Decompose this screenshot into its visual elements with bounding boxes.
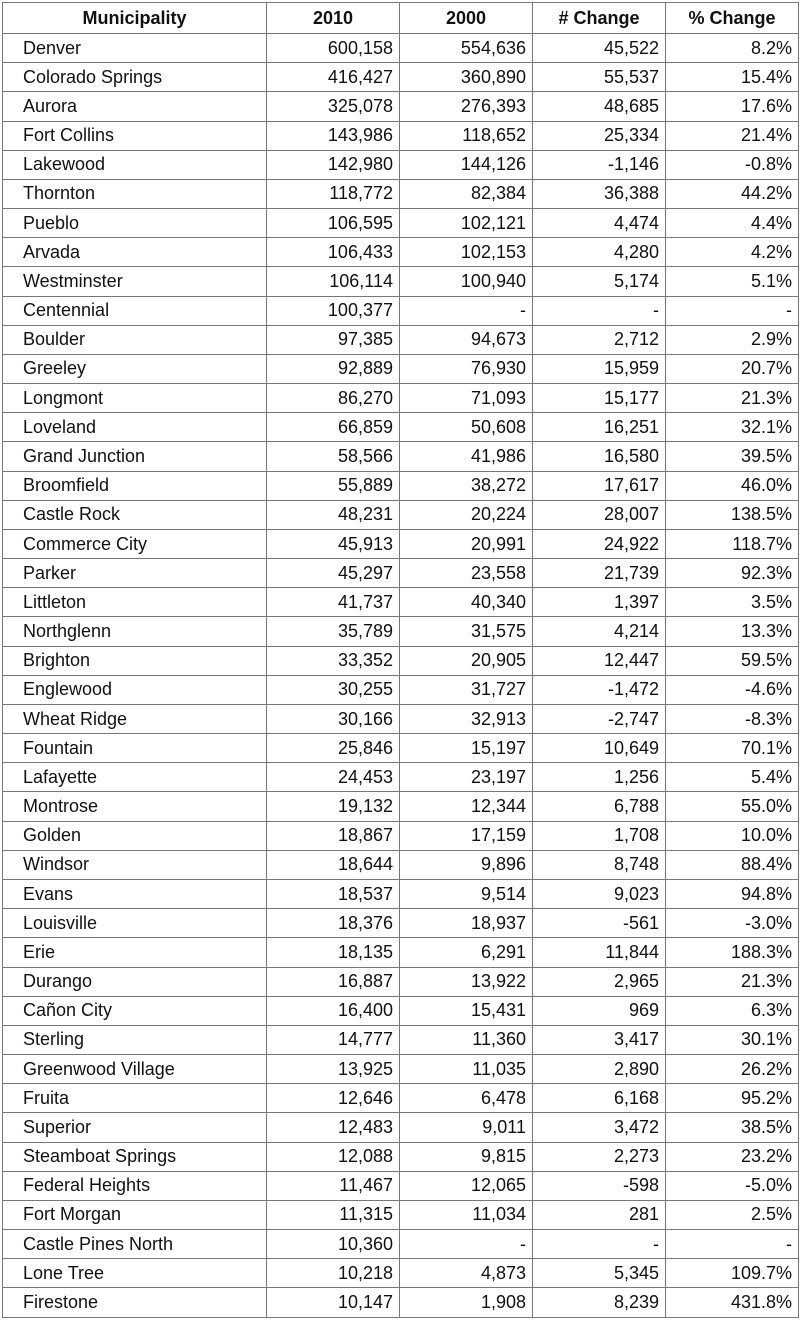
number-change-cell: 15,959 <box>533 354 666 383</box>
pop-2000-cell: 20,224 <box>400 500 533 529</box>
pop-2010-cell: 48,231 <box>267 500 400 529</box>
pop-2000-cell: 32,913 <box>400 704 533 733</box>
pop-2000-cell: 94,673 <box>400 325 533 354</box>
pop-2000-cell: 4,873 <box>400 1259 533 1288</box>
pop-2000-cell: 12,065 <box>400 1171 533 1200</box>
percent-change-cell: 3.5% <box>666 588 799 617</box>
table-row <box>3 121 799 150</box>
table-row <box>3 1230 799 1259</box>
municipality-cell: Federal Heights <box>3 1171 267 1200</box>
table-row <box>3 471 799 500</box>
percent-change-cell: 95.2% <box>666 1084 799 1113</box>
table-row <box>3 238 799 267</box>
municipality-cell: Castle Pines North <box>3 1230 267 1259</box>
pop-2000-cell: 40,340 <box>400 588 533 617</box>
number-change-cell: 3,472 <box>533 1113 666 1142</box>
percent-change-cell: 21.3% <box>666 967 799 996</box>
table-row <box>3 1200 799 1229</box>
pop-2000-cell: 102,121 <box>400 209 533 238</box>
municipality-cell: Durango <box>3 967 267 996</box>
number-change-cell: 16,580 <box>533 442 666 471</box>
pop-2010-cell: 10,218 <box>267 1259 400 1288</box>
pop-2010-cell: 11,315 <box>267 1200 400 1229</box>
pop-2010-cell: 16,887 <box>267 967 400 996</box>
pop-2000-cell: 6,478 <box>400 1084 533 1113</box>
percent-change-cell: 8.2% <box>666 34 799 63</box>
pop-2010-cell: 24,453 <box>267 763 400 792</box>
percent-change-cell: 188.3% <box>666 938 799 967</box>
percent-change-cell: 15.4% <box>666 63 799 92</box>
pop-2000-cell: 76,930 <box>400 354 533 383</box>
number-change-cell: -561 <box>533 909 666 938</box>
percent-change-cell: 32.1% <box>666 413 799 442</box>
percent-change-cell: 431.8% <box>666 1288 799 1317</box>
municipality-cell: Fort Collins <box>3 121 267 150</box>
table-row <box>3 529 799 558</box>
pop-2000-cell: 50,608 <box>400 413 533 442</box>
pop-2010-cell: 92,889 <box>267 354 400 383</box>
pop-2000-cell: 82,384 <box>400 179 533 208</box>
pop-2010-cell: 18,537 <box>267 879 400 908</box>
municipality-cell: Sterling <box>3 1025 267 1054</box>
pop-2000-cell: 144,126 <box>400 150 533 179</box>
pop-2000-cell: - <box>400 296 533 325</box>
number-change-cell: 281 <box>533 1200 666 1229</box>
percent-change-cell: -0.8% <box>666 150 799 179</box>
pop-2000-cell: 9,896 <box>400 850 533 879</box>
municipality-cell: Aurora <box>3 92 267 121</box>
number-change-cell: 48,685 <box>533 92 666 121</box>
municipality-cell: Castle Rock <box>3 500 267 529</box>
municipality-cell: Steamboat Springs <box>3 1142 267 1171</box>
percent-change-cell: 6.3% <box>666 996 799 1025</box>
table-row <box>3 325 799 354</box>
pop-2010-cell: 58,566 <box>267 442 400 471</box>
pop-2010-cell: 45,913 <box>267 529 400 558</box>
percent-change-cell: 21.3% <box>666 384 799 413</box>
pop-2000-cell: 11,360 <box>400 1025 533 1054</box>
percent-change-cell: 39.5% <box>666 442 799 471</box>
percent-change-cell: -5.0% <box>666 1171 799 1200</box>
percent-change-cell: 4.2% <box>666 238 799 267</box>
percent-change-cell: 59.5% <box>666 646 799 675</box>
table-row <box>3 763 799 792</box>
pop-2010-cell: 142,980 <box>267 150 400 179</box>
pop-2000-cell: 23,197 <box>400 763 533 792</box>
percent-change-cell: -3.0% <box>666 909 799 938</box>
pop-2010-cell: 325,078 <box>267 92 400 121</box>
number-change-cell: 5,174 <box>533 267 666 296</box>
municipality-cell: Erie <box>3 938 267 967</box>
number-change-cell: 3,417 <box>533 1025 666 1054</box>
number-change-cell: 16,251 <box>533 413 666 442</box>
pop-2010-cell: 10,360 <box>267 1230 400 1259</box>
pop-2000-cell: 102,153 <box>400 238 533 267</box>
pop-2000-cell: 15,431 <box>400 996 533 1025</box>
column-header-percent-change: % Change <box>666 3 799 34</box>
percent-change-cell: 94.8% <box>666 879 799 908</box>
percent-change-cell: 23.2% <box>666 1142 799 1171</box>
pop-2010-cell: 18,644 <box>267 850 400 879</box>
table-row <box>3 909 799 938</box>
pop-2010-cell: 11,467 <box>267 1171 400 1200</box>
pop-2000-cell: 23,558 <box>400 559 533 588</box>
number-change-cell: 1,397 <box>533 588 666 617</box>
number-change-cell: 45,522 <box>533 34 666 63</box>
percent-change-cell: - <box>666 296 799 325</box>
pop-2000-cell: 11,034 <box>400 1200 533 1229</box>
municipality-cell: Fruita <box>3 1084 267 1113</box>
pop-2010-cell: 41,737 <box>267 588 400 617</box>
percent-change-cell: 2.5% <box>666 1200 799 1229</box>
percent-change-cell: 4.4% <box>666 209 799 238</box>
column-header-number-change: # Change <box>533 3 666 34</box>
number-change-cell: 4,280 <box>533 238 666 267</box>
table-body <box>3 34 799 1318</box>
pop-2010-cell: 30,255 <box>267 675 400 704</box>
municipality-cell: Westminster <box>3 267 267 296</box>
pop-2000-cell: 13,922 <box>400 967 533 996</box>
percent-change-cell: 138.5% <box>666 500 799 529</box>
number-change-cell: 25,334 <box>533 121 666 150</box>
municipality-cell: Superior <box>3 1113 267 1142</box>
table-row <box>3 267 799 296</box>
percent-change-cell: 55.0% <box>666 792 799 821</box>
pop-2010-cell: 33,352 <box>267 646 400 675</box>
number-change-cell: 4,214 <box>533 617 666 646</box>
municipality-cell: Cañon City <box>3 996 267 1025</box>
number-change-cell: -598 <box>533 1171 666 1200</box>
pop-2000-cell: 38,272 <box>400 471 533 500</box>
percent-change-cell: 13.3% <box>666 617 799 646</box>
pop-2010-cell: 106,595 <box>267 209 400 238</box>
table-row <box>3 63 799 92</box>
table-row <box>3 1171 799 1200</box>
number-change-cell: 10,649 <box>533 734 666 763</box>
percent-change-cell: -4.6% <box>666 675 799 704</box>
table-row <box>3 967 799 996</box>
municipality-cell: Arvada <box>3 238 267 267</box>
municipality-cell: Englewood <box>3 675 267 704</box>
municipality-cell: Windsor <box>3 850 267 879</box>
pop-2000-cell: 20,991 <box>400 529 533 558</box>
pop-2010-cell: 12,646 <box>267 1084 400 1113</box>
table-row <box>3 442 799 471</box>
number-change-cell: 55,537 <box>533 63 666 92</box>
municipality-cell: Louisville <box>3 909 267 938</box>
number-change-cell: - <box>533 296 666 325</box>
municipality-cell: Wheat Ridge <box>3 704 267 733</box>
number-change-cell: 11,844 <box>533 938 666 967</box>
pop-2010-cell: 106,433 <box>267 238 400 267</box>
pop-2000-cell: 41,986 <box>400 442 533 471</box>
pop-2000-cell: 11,035 <box>400 1055 533 1084</box>
municipality-cell: Broomfield <box>3 471 267 500</box>
pop-2010-cell: 25,846 <box>267 734 400 763</box>
pop-2000-cell: - <box>400 1230 533 1259</box>
table-row <box>3 646 799 675</box>
column-header-municipality: Municipality <box>3 3 267 34</box>
pop-2000-cell: 118,652 <box>400 121 533 150</box>
table-row <box>3 792 799 821</box>
table-row <box>3 821 799 850</box>
municipality-cell: Northglenn <box>3 617 267 646</box>
pop-2000-cell: 9,815 <box>400 1142 533 1171</box>
number-change-cell: 36,388 <box>533 179 666 208</box>
number-change-cell: 21,739 <box>533 559 666 588</box>
pop-2010-cell: 18,376 <box>267 909 400 938</box>
table-row <box>3 384 799 413</box>
pop-2010-cell: 18,135 <box>267 938 400 967</box>
table-row <box>3 209 799 238</box>
pop-2000-cell: 360,890 <box>400 63 533 92</box>
pop-2010-cell: 600,158 <box>267 34 400 63</box>
percent-change-cell: 10.0% <box>666 821 799 850</box>
pop-2010-cell: 143,986 <box>267 121 400 150</box>
number-change-cell: 5,345 <box>533 1259 666 1288</box>
municipality-cell: Golden <box>3 821 267 850</box>
percent-change-cell: 70.1% <box>666 734 799 763</box>
municipality-cell: Loveland <box>3 413 267 442</box>
table-row <box>3 734 799 763</box>
number-change-cell: 12,447 <box>533 646 666 675</box>
pop-2010-cell: 118,772 <box>267 179 400 208</box>
pop-2000-cell: 9,514 <box>400 879 533 908</box>
number-change-cell: -2,747 <box>533 704 666 733</box>
number-change-cell: 969 <box>533 996 666 1025</box>
number-change-cell: 1,256 <box>533 763 666 792</box>
table-row <box>3 179 799 208</box>
number-change-cell: 1,708 <box>533 821 666 850</box>
pop-2010-cell: 13,925 <box>267 1055 400 1084</box>
percent-change-cell: 5.4% <box>666 763 799 792</box>
pop-2010-cell: 86,270 <box>267 384 400 413</box>
percent-change-cell: 5.1% <box>666 267 799 296</box>
pop-2000-cell: 100,940 <box>400 267 533 296</box>
municipality-cell: Greeley <box>3 354 267 383</box>
municipality-cell: Fort Morgan <box>3 1200 267 1229</box>
municipality-cell: Colorado Springs <box>3 63 267 92</box>
number-change-cell: 8,748 <box>533 850 666 879</box>
pop-2000-cell: 71,093 <box>400 384 533 413</box>
pop-2010-cell: 97,385 <box>267 325 400 354</box>
percent-change-cell: 30.1% <box>666 1025 799 1054</box>
municipality-cell: Longmont <box>3 384 267 413</box>
pop-2000-cell: 1,908 <box>400 1288 533 1317</box>
municipality-cell: Parker <box>3 559 267 588</box>
number-change-cell: 6,788 <box>533 792 666 821</box>
municipality-cell: Commerce City <box>3 529 267 558</box>
number-change-cell: 28,007 <box>533 500 666 529</box>
table-row <box>3 1055 799 1084</box>
column-header-2010: 2010 <box>267 3 400 34</box>
pop-2000-cell: 9,011 <box>400 1113 533 1142</box>
pop-2000-cell: 554,636 <box>400 34 533 63</box>
number-change-cell: 2,273 <box>533 1142 666 1171</box>
pop-2010-cell: 30,166 <box>267 704 400 733</box>
pop-2010-cell: 10,147 <box>267 1288 400 1317</box>
percent-change-cell: 17.6% <box>666 92 799 121</box>
pop-2010-cell: 16,400 <box>267 996 400 1025</box>
pop-2010-cell: 14,777 <box>267 1025 400 1054</box>
pop-2010-cell: 12,483 <box>267 1113 400 1142</box>
number-change-cell: 15,177 <box>533 384 666 413</box>
municipality-cell: Pueblo <box>3 209 267 238</box>
municipality-cell: Boulder <box>3 325 267 354</box>
municipality-cell: Thornton <box>3 179 267 208</box>
municipality-cell: Centennial <box>3 296 267 325</box>
table-row <box>3 34 799 63</box>
percent-change-cell: 2.9% <box>666 325 799 354</box>
table-row <box>3 559 799 588</box>
table-row <box>3 1113 799 1142</box>
number-change-cell: - <box>533 1230 666 1259</box>
percent-change-cell: 44.2% <box>666 179 799 208</box>
municipality-cell: Brighton <box>3 646 267 675</box>
percent-change-cell: 20.7% <box>666 354 799 383</box>
percent-change-cell: 109.7% <box>666 1259 799 1288</box>
percent-change-cell: 118.7% <box>666 529 799 558</box>
percent-change-cell: 38.5% <box>666 1113 799 1142</box>
municipality-cell: Littleton <box>3 588 267 617</box>
municipality-cell: Lafayette <box>3 763 267 792</box>
table-row <box>3 850 799 879</box>
table-row <box>3 1288 799 1317</box>
pop-2000-cell: 31,727 <box>400 675 533 704</box>
table-row <box>3 1259 799 1288</box>
percent-change-cell: 21.4% <box>666 121 799 150</box>
municipality-cell: Evans <box>3 879 267 908</box>
table-row <box>3 588 799 617</box>
percent-change-cell: 92.3% <box>666 559 799 588</box>
pop-2000-cell: 20,905 <box>400 646 533 675</box>
table-row <box>3 938 799 967</box>
pop-2010-cell: 18,867 <box>267 821 400 850</box>
pop-2000-cell: 15,197 <box>400 734 533 763</box>
municipality-cell: Grand Junction <box>3 442 267 471</box>
percent-change-cell: 46.0% <box>666 471 799 500</box>
number-change-cell: -1,146 <box>533 150 666 179</box>
pop-2010-cell: 35,789 <box>267 617 400 646</box>
pop-2000-cell: 12,344 <box>400 792 533 821</box>
percent-change-cell: -8.3% <box>666 704 799 733</box>
table-row <box>3 675 799 704</box>
percent-change-cell: - <box>666 1230 799 1259</box>
municipality-cell: Lone Tree <box>3 1259 267 1288</box>
table-row <box>3 617 799 646</box>
pop-2010-cell: 106,114 <box>267 267 400 296</box>
table-row <box>3 879 799 908</box>
municipality-cell: Firestone <box>3 1288 267 1317</box>
number-change-cell: 4,474 <box>533 209 666 238</box>
table-row <box>3 354 799 383</box>
pop-2000-cell: 6,291 <box>400 938 533 967</box>
number-change-cell: 8,239 <box>533 1288 666 1317</box>
table-row <box>3 704 799 733</box>
pop-2010-cell: 416,427 <box>267 63 400 92</box>
table-row <box>3 500 799 529</box>
pop-2010-cell: 45,297 <box>267 559 400 588</box>
table-header-row <box>3 3 799 34</box>
table-row <box>3 996 799 1025</box>
municipality-cell: Denver <box>3 34 267 63</box>
pop-2000-cell: 31,575 <box>400 617 533 646</box>
pop-2000-cell: 17,159 <box>400 821 533 850</box>
pop-2000-cell: 276,393 <box>400 92 533 121</box>
pop-2010-cell: 12,088 <box>267 1142 400 1171</box>
pop-2010-cell: 19,132 <box>267 792 400 821</box>
municipality-cell: Greenwood Village <box>3 1055 267 1084</box>
pop-2010-cell: 66,859 <box>267 413 400 442</box>
percent-change-cell: 26.2% <box>666 1055 799 1084</box>
table-row <box>3 92 799 121</box>
number-change-cell: 2,712 <box>533 325 666 354</box>
number-change-cell: 2,890 <box>533 1055 666 1084</box>
municipality-population-table <box>2 2 799 1318</box>
pop-2010-cell: 55,889 <box>267 471 400 500</box>
table-row <box>3 1142 799 1171</box>
municipality-cell: Montrose <box>3 792 267 821</box>
percent-change-cell: 88.4% <box>666 850 799 879</box>
table-row <box>3 296 799 325</box>
pop-2010-cell: 100,377 <box>267 296 400 325</box>
table-row <box>3 1025 799 1054</box>
table-row <box>3 150 799 179</box>
number-change-cell: 9,023 <box>533 879 666 908</box>
number-change-cell: 6,168 <box>533 1084 666 1113</box>
municipality-cell: Fountain <box>3 734 267 763</box>
pop-2000-cell: 18,937 <box>400 909 533 938</box>
municipality-cell: Lakewood <box>3 150 267 179</box>
number-change-cell: 24,922 <box>533 529 666 558</box>
table-row <box>3 1084 799 1113</box>
number-change-cell: -1,472 <box>533 675 666 704</box>
number-change-cell: 2,965 <box>533 967 666 996</box>
table-row <box>3 413 799 442</box>
number-change-cell: 17,617 <box>533 471 666 500</box>
column-header-2000: 2000 <box>400 3 533 34</box>
